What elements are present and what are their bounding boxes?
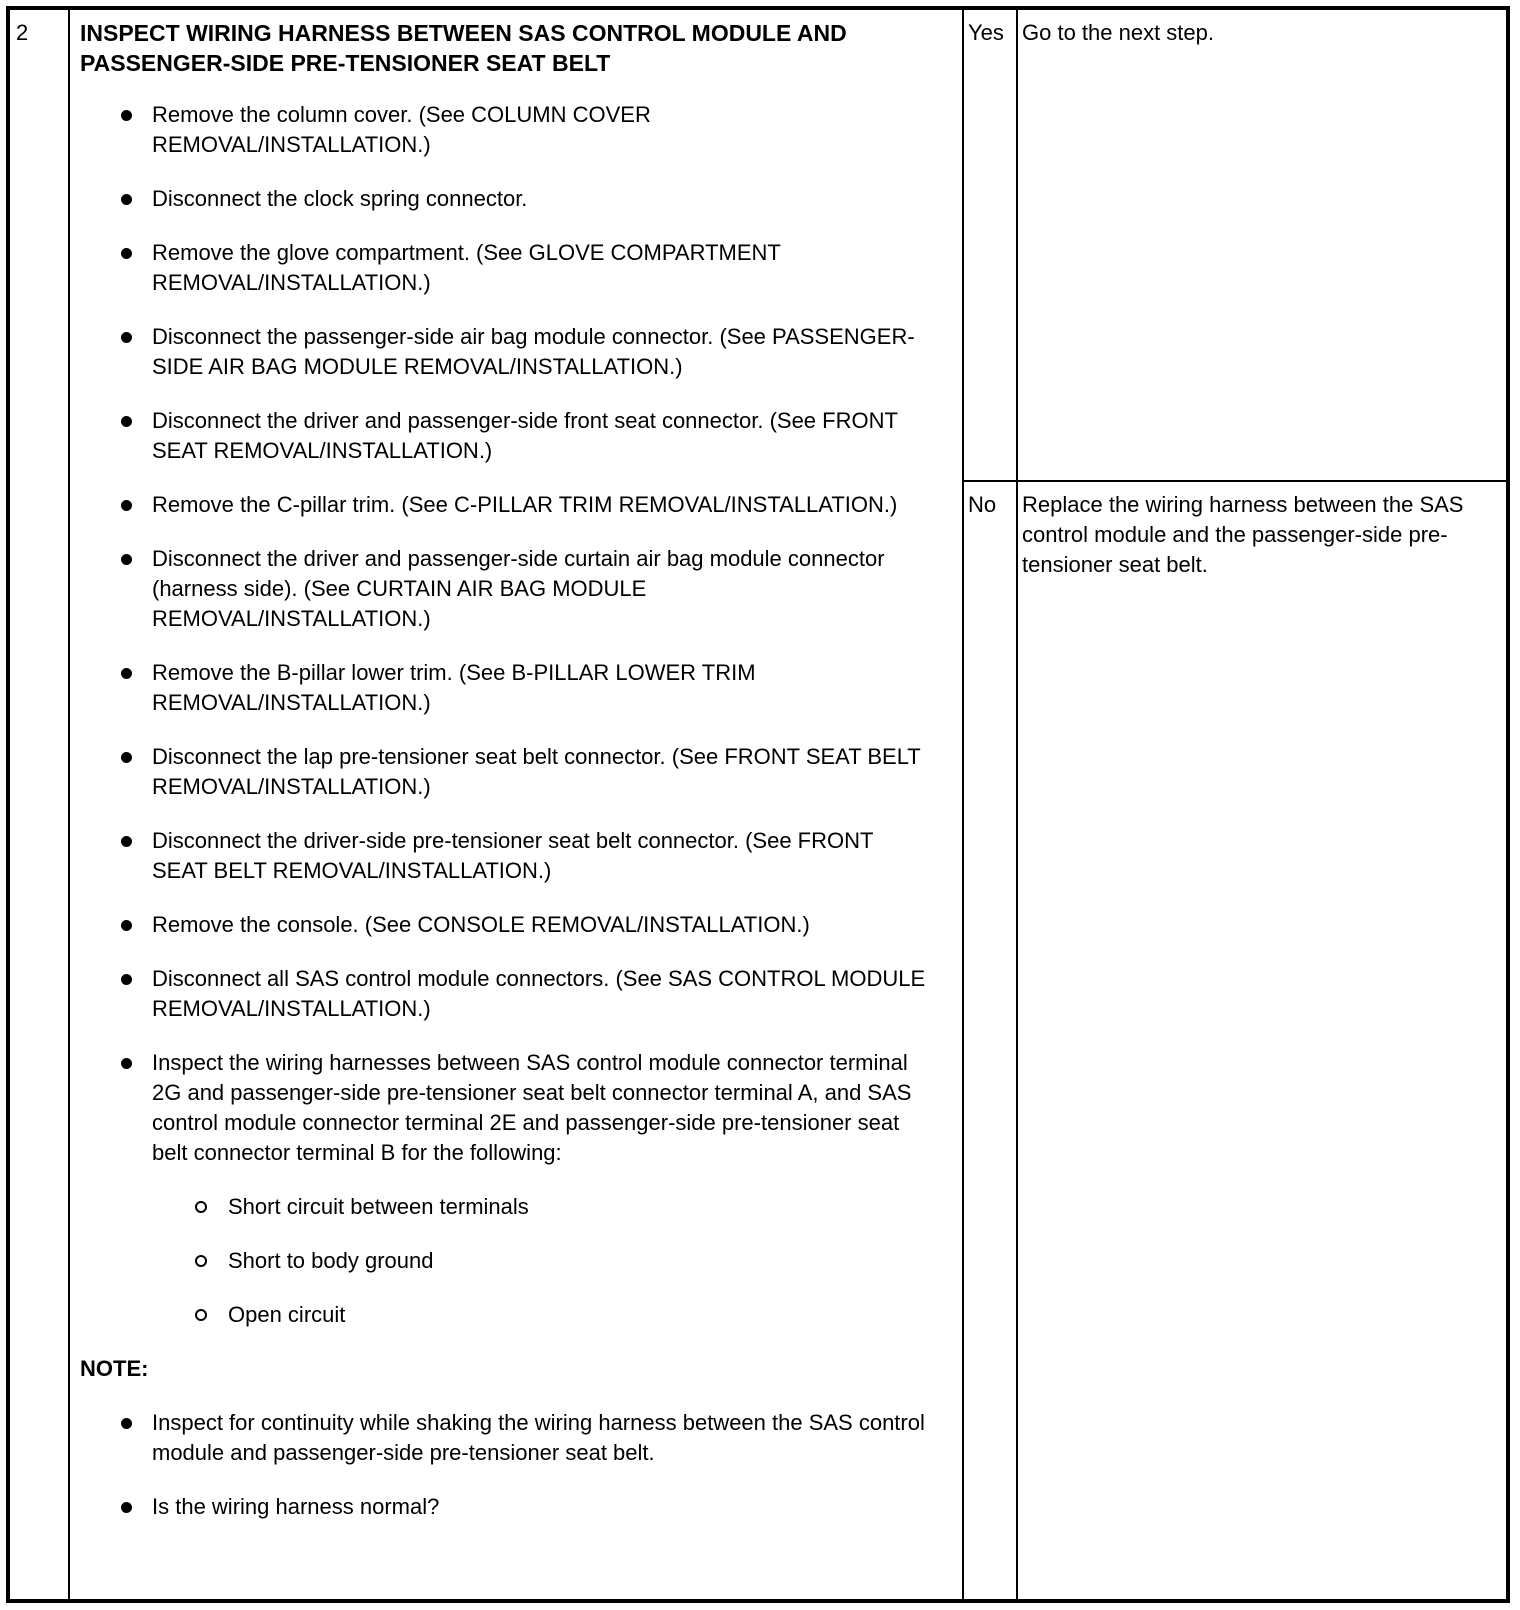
bullet-icon [121, 836, 132, 847]
list-item-text: Disconnect the passenger-side air bag module connector. (See PASSENGER-SIDE AIR BAG MODULE REMOVAL/INSTALLATION.) [152, 324, 915, 379]
answer-yes: Yes [968, 20, 1004, 45]
note-item [80, 1492, 930, 1522]
action-no: Replace the wiring harness between the SAS control module and the passenger-side pre-tensioner seat belt. [1022, 492, 1464, 577]
sub-list-item [80, 1300, 930, 1330]
diagnostic-step-table [6, 6, 1510, 1603]
bullet-icon [121, 974, 132, 985]
bullet-icon [121, 554, 132, 565]
inspection-condition-list [80, 1192, 930, 1330]
hollow-bullet-icon [195, 1201, 207, 1213]
list-item-text: Remove the B-pillar lower trim. (See B-PILLAR LOWER TRIM REMOVAL/INSTALLATION.) [152, 660, 756, 715]
bullet-icon [121, 752, 132, 763]
list-item-text: Remove the column cover. (See COLUMN COVER REMOVAL/INSTALLATION.) [152, 102, 651, 157]
list-item-text: Disconnect the driver and passenger-side front seat connector. (See FRONT SEAT REMOVAL/INSTALLATION.) [152, 408, 898, 463]
step-title-line-1: INSPECT WIRING HARNESS BETWEEN SAS CONTROL MODULE AND [80, 20, 847, 46]
column-divider-action [1016, 10, 1018, 1599]
sub-list-item-text: Open circuit [228, 1302, 346, 1327]
list-item [80, 100, 930, 160]
list-item-text: Disconnect the driver and passenger-side curtain air bag module connector (harness side). (See CURTAIN AIR BAG MODULE REMOVAL/INSTALLATION.) [152, 546, 885, 631]
bullet-icon [121, 920, 132, 931]
sub-list-item [80, 1192, 930, 1222]
column-divider-answer [962, 10, 964, 1599]
sub-list-item-text: Short to body ground [228, 1248, 434, 1273]
sub-list-item [80, 1246, 930, 1276]
bullet-icon [121, 248, 132, 259]
list-item [80, 322, 930, 382]
list-item [80, 826, 930, 886]
row-divider-yes-no [962, 480, 1506, 482]
bullet-icon [121, 1058, 132, 1069]
note-item-text: Inspect for continuity while shaking the wiring harness between the SAS control module and passenger-side pre-tensioner seat belt. [152, 1410, 925, 1465]
list-item [80, 1048, 930, 1168]
answer-no: No [968, 492, 997, 517]
list-item-text: Remove the C-pillar trim. (See C-PILLAR TRIM REMOVAL/INSTALLATION.) [152, 492, 898, 517]
column-divider-step [68, 10, 70, 1599]
list-item [80, 658, 930, 718]
bullet-icon [121, 416, 132, 427]
list-item [80, 910, 930, 940]
sub-list-item-text: Short circuit between terminals [228, 1194, 529, 1219]
bullet-icon [121, 332, 132, 343]
list-item [80, 406, 930, 466]
bullet-icon [121, 1418, 132, 1429]
list-item [80, 964, 930, 1024]
bullet-icon [121, 500, 132, 511]
list-item-text: Disconnect the lap pre-tensioner seat belt connector. (See FRONT SEAT BELT REMOVAL/INSTALLATION.) [152, 744, 921, 799]
list-item-text: Disconnect the driver-side pre-tensioner seat belt connector. (See FRONT SEAT BELT REMOVAL/INSTALLATION.) [152, 828, 874, 883]
list-item [80, 238, 930, 298]
note-label: NOTE: [80, 1356, 149, 1381]
step-title [80, 18, 930, 78]
list-item-text: Remove the console. (See CONSOLE REMOVAL/INSTALLATION.) [152, 912, 810, 937]
step-content [80, 18, 930, 1522]
note-item-text: Is the wiring harness normal? [152, 1494, 440, 1519]
list-item [80, 184, 930, 214]
bullet-icon [121, 110, 132, 121]
list-item-text: Disconnect all SAS control module connectors. (See SAS CONTROL MODULE REMOVAL/INSTALLATION.) [152, 966, 926, 1021]
note-list [80, 1408, 930, 1522]
bullet-icon [121, 668, 132, 679]
hollow-bullet-icon [195, 1255, 207, 1267]
list-item [80, 490, 930, 520]
list-item-text: Disconnect the clock spring connector. [152, 186, 528, 211]
bullet-icon [121, 194, 132, 205]
action-yes: Go to the next step. [1022, 20, 1215, 45]
step-title-line-2: PASSENGER-SIDE PRE-TENSIONER SEAT BELT [80, 50, 611, 76]
hollow-bullet-icon [195, 1309, 207, 1321]
step-number: 2 [16, 20, 29, 45]
note-item [80, 1408, 930, 1468]
procedure-list [80, 100, 930, 1168]
list-item [80, 742, 930, 802]
list-item-text: Remove the glove compartment. (See GLOVE COMPARTMENT REMOVAL/INSTALLATION.) [152, 240, 781, 295]
bullet-icon [121, 1502, 132, 1513]
list-item [80, 544, 930, 634]
list-item-text: Inspect the wiring harnesses between SAS control module connector terminal 2G and passenger-side pre-tensioner seat belt connector terminal A, and SAS control module connector terminal 2E and passenger-side pre-tensioner seat belt connector terminal B for the following: [152, 1050, 912, 1165]
